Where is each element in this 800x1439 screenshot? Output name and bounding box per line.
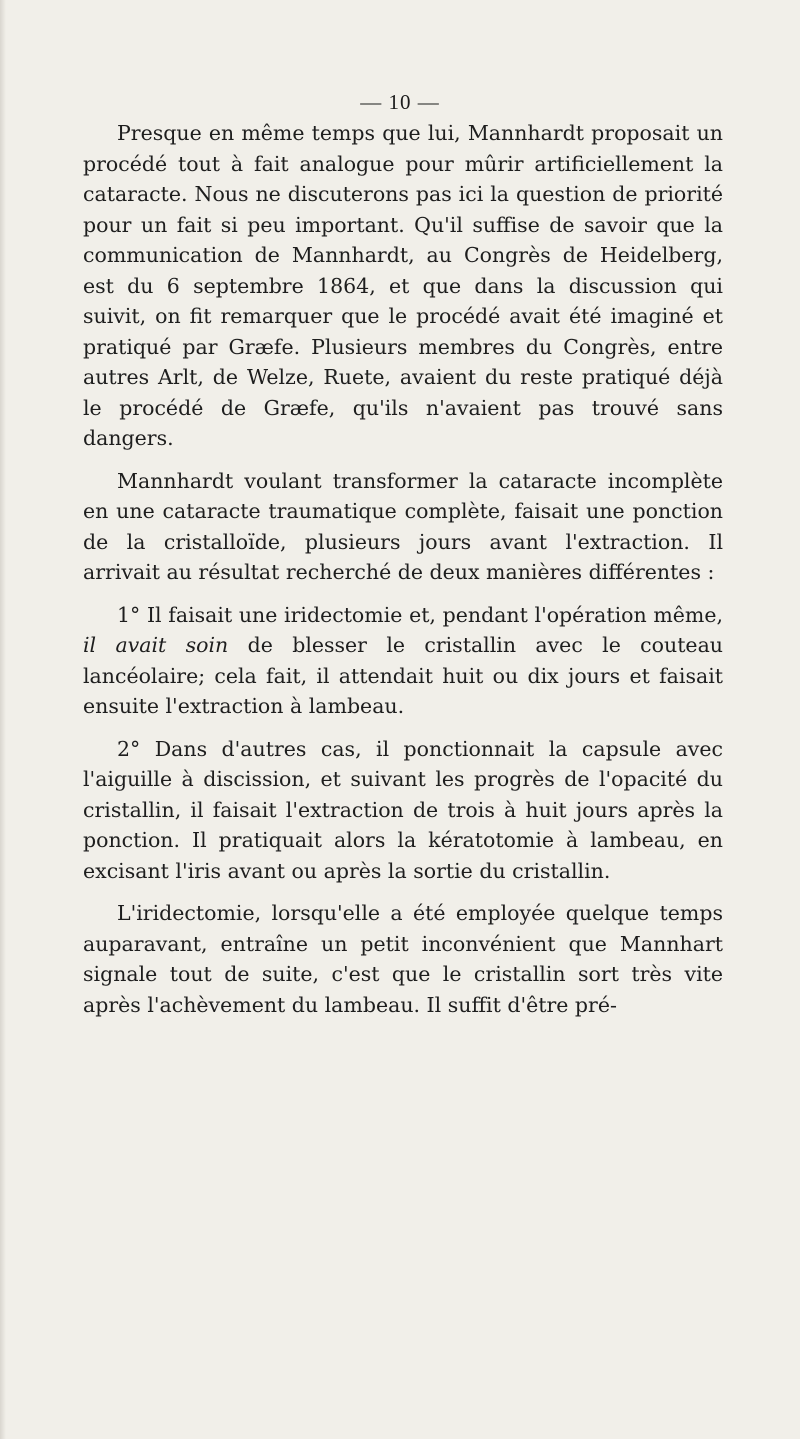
paragraph-3-start: 1° Il faisait une iridectomie et, pendant l'opération même,: [117, 602, 723, 627]
paragraph-3-end: de blesser le cristallin avec le couteau lancéolaire; cela fait, il attendait huit ou dix jours et faisait ensuite l'extraction à lambeau.: [83, 633, 723, 718]
paragraph-5: L'iridectomie, lorsqu'elle a été employée quelque temps auparavant, entraîne un petit inconvénient que Mannhart signale tout de suite, c'est que le cristallin sort très vite après l'achèvement du lambeau. Il suffit d'être pré-: [83, 901, 723, 1017]
paragraph-3-emphasis: il avait soin: [83, 633, 229, 657]
page-number: — 10 —: [360, 90, 440, 114]
body-text: [83, 118, 723, 1020]
paragraph-3: [83, 600, 723, 722]
paragraph-2: Mannhardt voulant transformer la cataracte incomplète en une cataracte traumatique complète, faisait une ponction de la cristalloïde, plusieurs jours avant l'extraction. Il arrivait au résultat recherché de deux manières différentes :: [83, 468, 723, 584]
paragraph-4: 2° Dans d'autres cas, il ponctionnait la capsule avec l'aiguille à discission, et suivant les progrès de l'opacité du cristallin, il faisait l'extraction de trois à huit jours après la ponction. Il pratiquait alors la kératotomie à lambeau, en excisant l'iris avant ou après la sortie du cristallin.: [83, 736, 723, 883]
page-edge-shadow: [0, 0, 6, 1439]
paragraph-1: Presque en même temps que lui, Mannhardt proposait un procédé tout à fait analogue pour mûrir artificiellement la cataracte. Nous ne discuterons pas ici la question de priorité pour un fait si peu important. Qu'il suffise de savoir que la communication de Mannhardt, au Congrès de Heidelberg, est du 6 septembre 1864, et que dans la discussion qui suivit, on fit remarquer que le procédé avait été imaginé et pratiqué par Græfe. Plusieurs membres du Congrès, entre autres Arlt, de Welze, Ruete, avaient du reste pratiqué déjà le procédé de Græfe, qu'ils n'avaient pas trouvé sans dangers.: [83, 121, 723, 450]
